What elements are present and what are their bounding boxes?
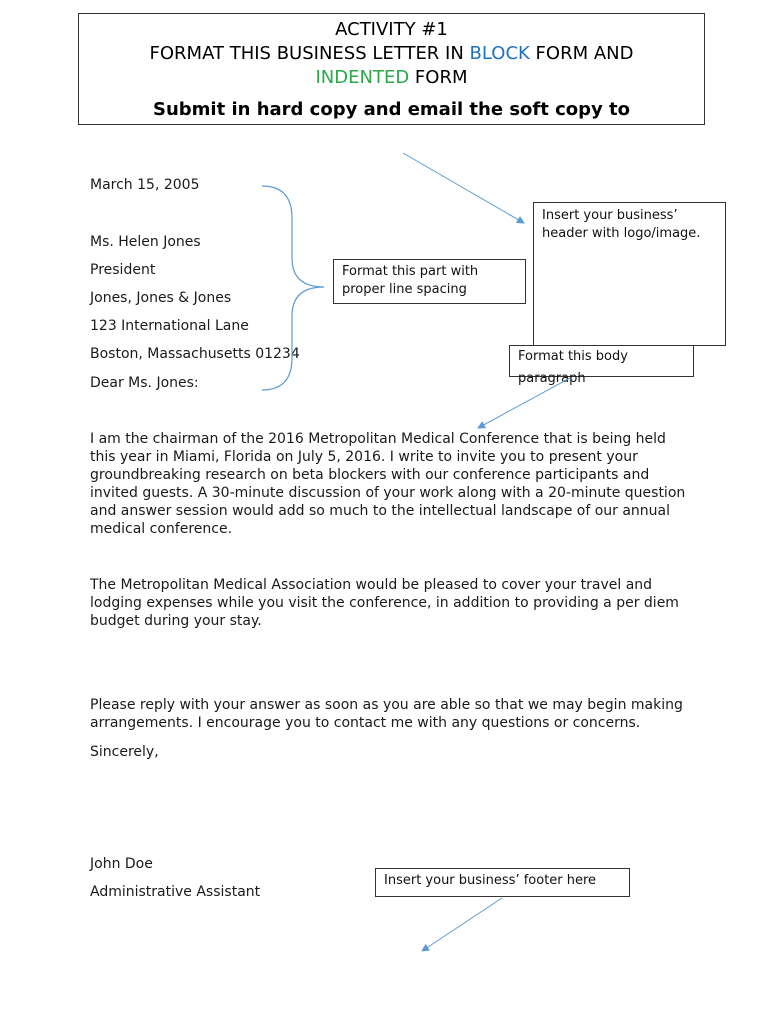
indented-keyword: INDENTED [315, 67, 410, 88]
body-paragraph-2: The Metropolitan Medical Association would be pleased to cover your travel and lodging expenses while you visit the conference, in addition to providing a per diem budget during your stay. [90, 577, 679, 629]
footer-arrow [422, 898, 502, 951]
instruction-prefix: FORMAT THIS BUSINESS LETTER IN [149, 43, 470, 64]
spacing-note-text: Format this part with proper line spacing [342, 264, 479, 297]
header-arrow [403, 153, 524, 223]
recipient-name: Ms. Helen Jones [90, 234, 201, 250]
recipient-street: 123 International Lane [90, 318, 249, 334]
activity-heading: ACTIVITY #1 [335, 19, 448, 40]
right-brace-icon [262, 186, 324, 390]
recipient-title: President [90, 262, 156, 278]
body-paragraph-3: Please reply with your answer as soon as you are able so that we may begin making arrangements. I encourage you to contact me with any questions or concerns. [90, 697, 683, 731]
body-paragraph-1: I am the chairman of the 2016 Metropolitan Medical Conference that is being held this year in Miami, Florida on July 5, 2016. I write to invite you to present your groundbreaking research on beta blockers with our conference participants and invited guests. A 30-minute discussion of your work along with a 20-minute question and answer session would add so much to the intellectual landscape of our annual medical conference. [90, 431, 686, 537]
form-word: FORM [409, 67, 468, 88]
submit-instruction: Submit in hard copy and email the soft copy to [152, 99, 631, 120]
letter-date: March 15, 2005 [90, 177, 200, 193]
body-note-text: Format this body paragraph [518, 349, 628, 386]
header-note-text: Insert your business’ header with logo/image. [542, 208, 701, 241]
recipient-city: Boston, Massachusetts 01234 [90, 346, 300, 362]
body-arrow [478, 378, 570, 428]
instruction-suffix: FORM AND [529, 43, 634, 64]
salutation: Dear Ms. Jones: [90, 375, 199, 391]
signer-name: John Doe [90, 856, 153, 872]
block-keyword: BLOCK [469, 43, 530, 64]
recipient-company: Jones, Jones & Jones [90, 290, 232, 306]
footer-note-text: Insert your business’ footer here [384, 873, 597, 888]
signer-title: Administrative Assistant [90, 884, 261, 900]
closing: Sincerely, [90, 744, 159, 760]
